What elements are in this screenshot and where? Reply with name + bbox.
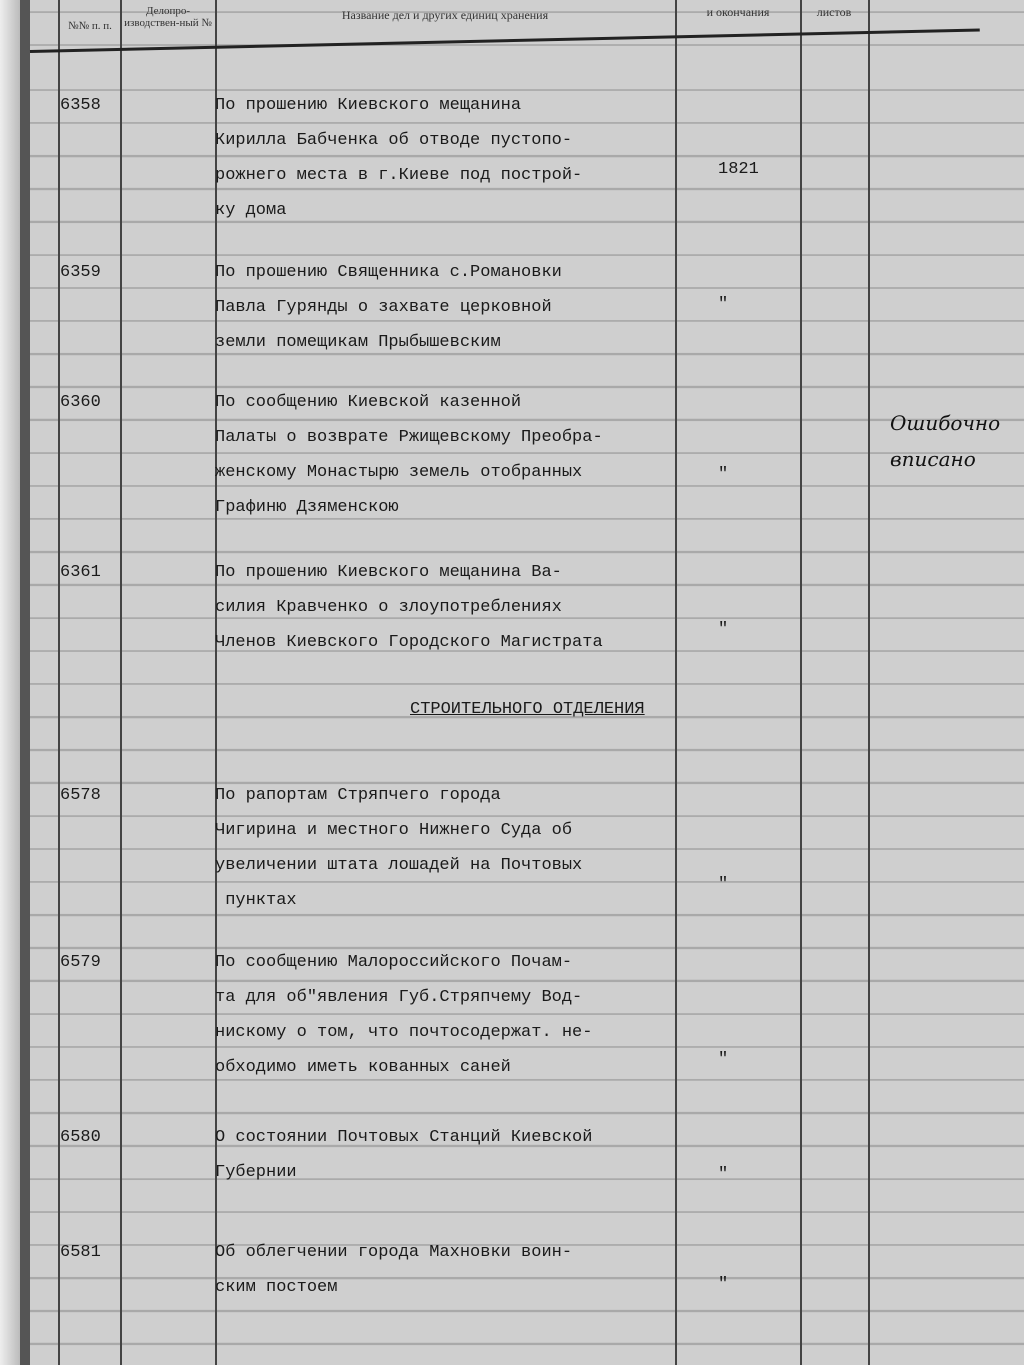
entry-number: 6360 <box>60 393 101 412</box>
entry-title-line: пунктах <box>215 891 297 910</box>
page-binding-shadow <box>20 0 30 1365</box>
header-dates: и окончания <box>706 5 770 19</box>
entry-title-line: По рапортам Стряпчего города <box>215 786 501 805</box>
column-divider <box>58 0 60 1365</box>
entry-title-line: ским постоем <box>215 1278 338 1297</box>
entry-title-line: рожнего места в г.Киеве под построй- <box>215 166 583 185</box>
entry-title <box>215 1120 592 1190</box>
entry-title-line: По сообщению Киевской казенной <box>215 393 522 412</box>
entry-title-line: обходимо иметь кованных саней <box>215 1058 511 1077</box>
entry-title-line: Палаты о возврате Ржищевскому Преобра- <box>215 428 603 447</box>
entry-title <box>215 555 603 660</box>
handwritten-note <box>890 405 1000 477</box>
entry-title-line: женскому Монастырю земель отобранных <box>215 463 583 482</box>
entry-date: " <box>718 1165 729 1184</box>
entry-title <box>215 778 582 918</box>
entry-number: 6358 <box>60 96 101 115</box>
entry-title-line: нискому о том, что почтосодержат. не- <box>215 1023 593 1042</box>
entry-title-line: По прошению Киевского мещанина Ва- <box>215 563 562 582</box>
header-sheets: листов <box>816 5 852 19</box>
entry-title-line: та для об"явления Губ.Стряпчему Вод- <box>215 988 583 1007</box>
entry-title-line: силия Кравченко о злоупотреблениях <box>215 598 562 617</box>
entry-date: " <box>718 465 729 484</box>
column-divider <box>800 0 802 1365</box>
entry-date: 1821 <box>718 160 759 179</box>
header-office-number: Делопро-изводствен-ный № <box>124 5 212 29</box>
entry-title-line: Павла Гурянды о захвате церковной <box>215 298 552 317</box>
entry-number: 6361 <box>60 563 101 582</box>
entry-title-line: ку дома <box>215 201 287 220</box>
entry-title-line: увеличении штата лошадей на Почтовых <box>215 856 583 875</box>
entry-title <box>215 945 592 1085</box>
entry-date: " <box>718 1275 729 1294</box>
entry-title-line: По прошению Киевского мещанина <box>215 96 522 115</box>
header-title: Название дел и других единиц хранения <box>341 8 549 22</box>
column-divider <box>120 0 122 1365</box>
entry-title-line: Об облегчении города Махновки воин- <box>215 1243 573 1262</box>
entry-title-line: Чигирина и местного Нижнего Суда об <box>215 821 573 840</box>
note-line: Ошибочно <box>890 411 1001 435</box>
entry-title <box>215 1235 572 1305</box>
entry-date: " <box>718 875 729 894</box>
entry-title <box>215 385 603 525</box>
header-number: №№ п. п. <box>68 20 112 32</box>
entry-date: " <box>718 620 729 639</box>
entry-number: 6359 <box>60 263 101 282</box>
entry-number: 6581 <box>60 1243 101 1262</box>
section-title: СТРОИТЕЛЬНОГО ОТДЕЛЕНИЯ <box>410 700 645 719</box>
entry-date: " <box>718 1050 729 1069</box>
entry-title-line: Графиню Дзяменскою <box>215 498 399 517</box>
entry-title-line: Кирилла Бабченка об отводе пустопо- <box>215 131 573 150</box>
entry-title-line: земли помещикам Прыбышевским <box>215 333 501 352</box>
entry-number: 6578 <box>60 786 101 805</box>
entry-date: " <box>718 295 729 314</box>
entry-title <box>215 255 562 360</box>
entry-title-line: По прошению Священника с.Романовки <box>215 263 562 282</box>
entry-title-line: О состоянии Почтовых Станций Киевской <box>215 1128 593 1147</box>
column-divider <box>868 0 870 1365</box>
entry-title-line: Членов Киевского Городского Магистрата <box>215 633 603 652</box>
entry-number: 6579 <box>60 953 101 972</box>
entry-number: 6580 <box>60 1128 101 1147</box>
column-divider <box>675 0 677 1365</box>
entry-title-line: Губернии <box>215 1163 297 1182</box>
entry-title-line: По сообщению Малороссийского Почам- <box>215 953 573 972</box>
entry-title <box>215 88 582 228</box>
page-binding <box>0 0 20 1365</box>
note-line: вписано <box>890 447 976 471</box>
